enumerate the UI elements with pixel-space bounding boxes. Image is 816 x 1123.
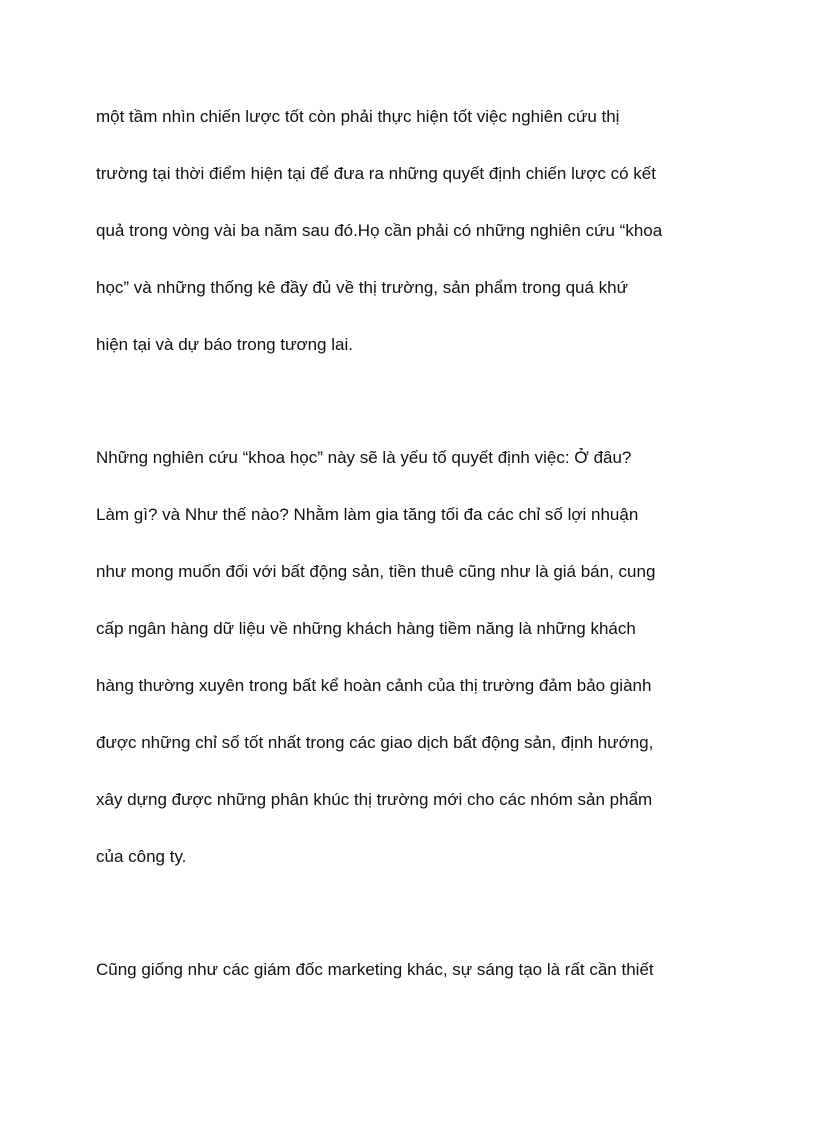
paragraph-2-line-2: Làm gì? và Như thế nào? Nhằm làm gia tăng tối đa các chỉ số lợi nhuận: [96, 505, 639, 524]
paragraph-2-line-6: được những chỉ số tốt nhất trong các giao dịch bất động sản, định hướng,: [96, 733, 654, 752]
paragraph-1-line-1: một tầm nhìn chiến lược tốt còn phải thực hiện tốt việc nghiên cứu thị: [96, 107, 620, 126]
paragraph-2-line-8: của công ty.: [96, 847, 187, 866]
paragraph-1-line-2: trường tại thời điểm hiện tại để đưa ra những quyết định chiến lược có kết: [96, 164, 656, 183]
paragraph-2-line-5: hàng thường xuyên trong bất kể hoàn cảnh của thị trường đảm bảo giành: [96, 676, 652, 695]
paragraph-2-line-4: cấp ngân hàng dữ liệu về những khách hàng tiềm năng là những khách: [96, 619, 636, 638]
paragraph-2-line-7: xây dựng được những phân khúc thị trường mới cho các nhóm sản phẩm: [96, 790, 653, 809]
paragraph-1-line-3: quả trong vòng vài ba năm sau đó.Họ cần phải có những nghiên cứu “khoa: [96, 221, 663, 240]
paragraph-2-line-1: Những nghiên cứu “khoa học” này sẽ là yếu tố quyết định việc: Ở đâu?: [96, 448, 632, 467]
paragraph-1-line-4: học” và những thống kê đầy đủ về thị trường, sản phẩm trong quá khứ: [96, 278, 628, 297]
paragraph-3-line-1: Cũng giống như các giám đốc marketing khác, sự sáng tạo là rất cần thiết: [96, 960, 654, 979]
paragraph-1-line-5: hiện tại và dự báo trong tương lai.: [96, 335, 353, 354]
paragraph-2-line-3: như mong muốn đối với bất động sản, tiền thuê cũng như là giá bán, cung: [96, 562, 656, 581]
